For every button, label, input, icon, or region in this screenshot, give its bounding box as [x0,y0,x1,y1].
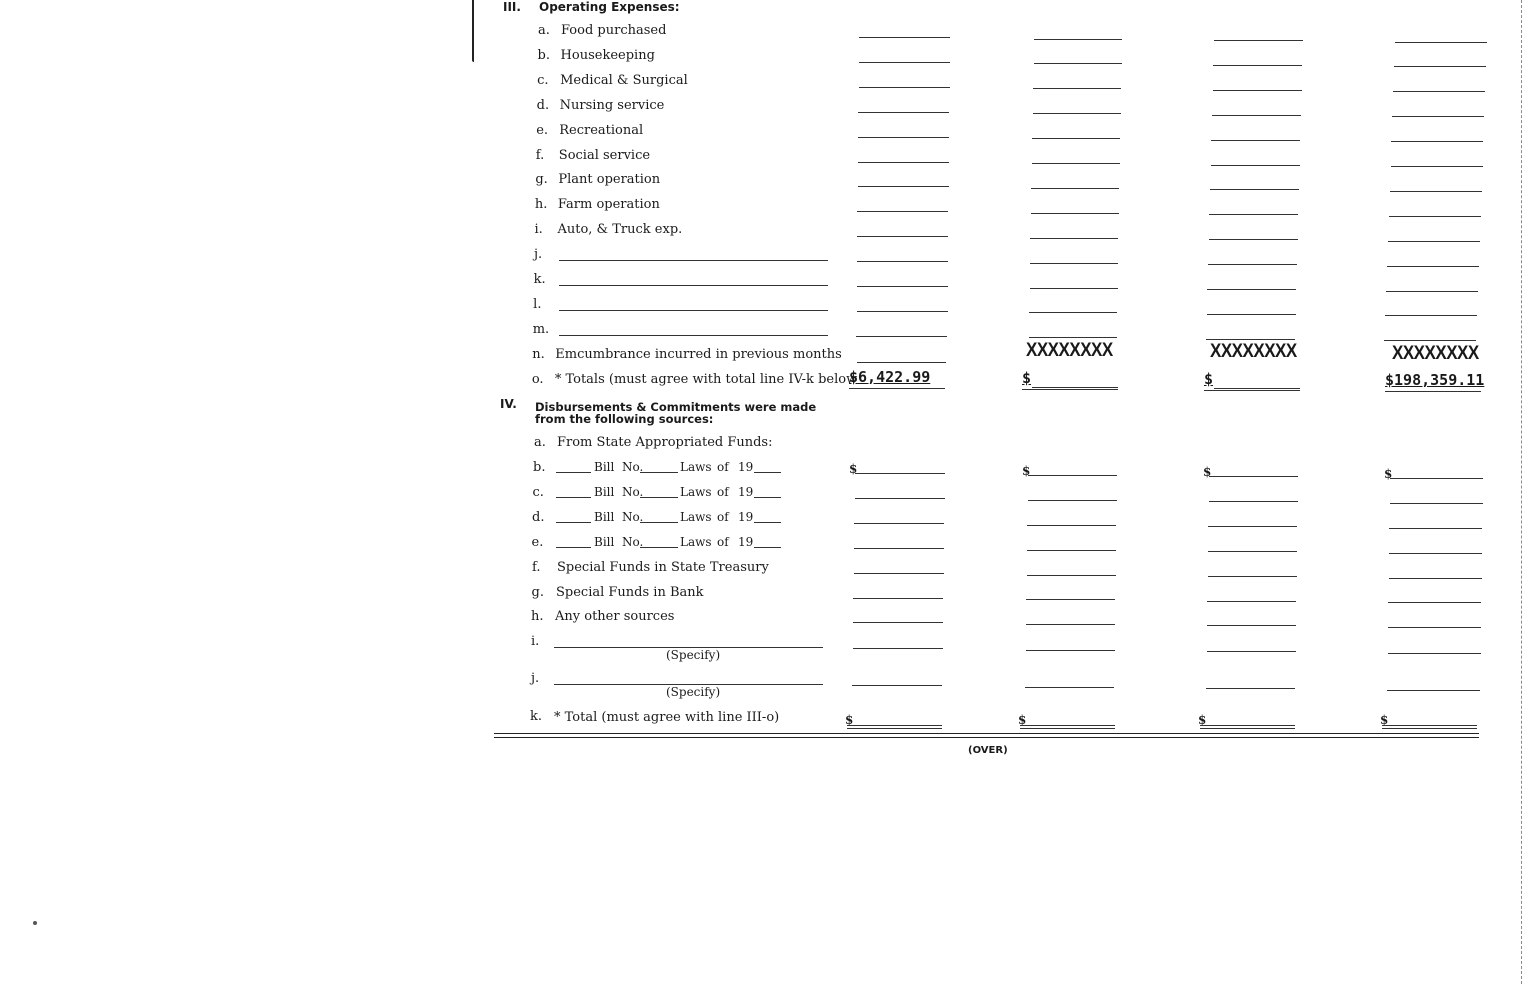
item-letter: h. [534,197,548,213]
amount-blank-line[interactable] [858,137,949,138]
item-text: From State Appropriated Funds: [557,435,773,450]
amount-blank-line[interactable] [1394,66,1486,67]
amount-blank-line[interactable] [859,62,950,63]
item-letter: e. [531,535,544,550]
amount-blank-line[interactable] [1388,653,1481,654]
amount-blank-line[interactable] [857,286,948,287]
total-k-underline [1382,728,1477,729]
of-label: of [717,510,729,524]
item-text: Nursing service [559,97,665,113]
item-letter: i. [534,222,543,238]
amount-blank-line[interactable] [1027,575,1116,576]
item-letter: h. [531,609,544,624]
item-text: Special Funds in State Treasury [557,560,769,575]
dollar-sign: $ [1380,713,1389,727]
scan-edge-right [1521,0,1522,984]
amount-blank-line[interactable] [855,498,945,499]
amount-blank-line[interactable] [858,162,949,163]
year-line[interactable] [754,547,781,548]
amount-blank-line[interactable] [1026,650,1115,651]
amount-blank-line[interactable] [1389,216,1481,217]
total-k-label: * Total (must agree with line III-o) [554,710,780,725]
item-letter: l. [533,296,542,312]
amount-blank-line[interactable] [1388,627,1481,628]
total-k-underline [1200,728,1295,729]
bill-label: Bill [594,460,615,474]
no-number-line[interactable] [640,497,678,498]
crossed-out-cell: XXXXXXXX [1210,339,1297,362]
item-letter: c. [537,72,549,88]
item-write-in-line[interactable] [559,335,828,336]
laws-label: Laws [680,510,712,524]
item-letter: n. [532,346,545,362]
amount-blank-line[interactable] [853,622,943,623]
item-letter: c. [532,485,544,500]
total-underline [1022,389,1118,390]
amount-blank-line[interactable] [1034,39,1122,40]
item-text: Any other sources [555,609,675,624]
total-blank-line[interactable] [1214,388,1300,389]
amount-blank-line[interactable] [1030,263,1118,264]
amount-blank-line[interactable] [1211,140,1300,141]
amount-blank-line[interactable] [1209,501,1298,502]
no-label: No. [622,460,644,474]
total-k-blank-line[interactable] [1200,725,1295,726]
amount-blank-line[interactable] [1207,625,1296,626]
amount-blank-line[interactable] [1392,116,1484,117]
item-text: Emcumbrance incurred in previous months [555,346,842,362]
item-text: Housekeeping [560,47,655,63]
amount-blank-line[interactable] [854,573,944,574]
bottom-double-rule [494,737,1479,738]
amount-blank-line[interactable] [1028,475,1117,476]
bill-number-line[interactable] [556,547,591,548]
amount-blank-line[interactable] [1033,88,1121,89]
over-label: (OVER) [968,745,1008,756]
item-text: Farm operation [557,197,660,213]
total-k-blank-line[interactable] [847,725,942,726]
amount-blank-line[interactable] [852,685,942,686]
specify-caption: (Specify) [666,648,721,662]
amount-blank-line[interactable] [1385,315,1477,316]
year-line[interactable] [754,522,781,523]
amount-blank-line[interactable] [1032,138,1120,139]
amount-blank-line[interactable] [1210,189,1299,190]
amount-blank-line[interactable] [857,362,946,363]
amount-blank-line[interactable] [1027,525,1116,526]
section-4-title-line2: from the following sources: [535,412,714,426]
amount-blank-line[interactable] [853,598,943,599]
amount-blank-line[interactable] [857,261,948,262]
amount-blank-line[interactable] [1027,550,1116,551]
item-letter: a. [534,435,546,450]
total-amount[interactable]: $ [1022,368,1032,387]
amount-blank-line[interactable] [1387,266,1479,267]
item-letter: i. [531,634,540,649]
year-label: 19 [738,510,754,524]
amount-blank-line[interactable] [1391,141,1483,142]
amount-blank-line[interactable] [1209,239,1298,240]
bill-number-line[interactable] [556,522,591,523]
bottom-double-rule [494,733,1479,734]
amount-blank-line[interactable] [853,648,943,649]
dollar-sign: $ [1383,466,1393,481]
amount-blank-line[interactable] [1389,578,1482,579]
section-3-title: Operating Expenses: [539,0,680,14]
item-text: Special Funds in Bank [556,584,704,600]
item-letter: f. [535,147,545,163]
item-write-in-line[interactable] [559,285,828,286]
amount-blank-line[interactable] [1032,163,1120,164]
amount-blank-line[interactable] [1209,476,1298,477]
amount-blank-line[interactable] [857,236,948,237]
laws-label: Laws [680,485,712,499]
specify-caption: (Specify) [666,685,721,699]
no-label: No. [622,485,644,499]
amount-blank-line[interactable] [1393,91,1485,92]
amount-blank-line[interactable] [1208,551,1297,552]
total-amount[interactable]: $198,359.11 [1385,371,1485,390]
amount-blank-line[interactable] [1031,213,1119,214]
amount-blank-line[interactable] [854,548,944,549]
item-letter: d. [536,97,550,113]
dollar-sign: $ [1202,465,1212,480]
amount-blank-line[interactable] [1389,528,1482,529]
item-letter: o. [531,371,544,387]
amount-blank-line[interactable] [1390,191,1482,192]
amount-blank-line[interactable] [1388,602,1481,603]
item-write-in-line[interactable] [559,260,828,261]
amount-blank-line[interactable] [1207,601,1296,602]
bill-label: Bill [594,535,615,549]
laws-label: Laws [680,535,712,549]
no-number-line[interactable] [640,472,678,473]
bill-label: Bill [594,485,615,499]
no-number-line[interactable] [640,547,678,548]
amount-blank-line[interactable] [1030,238,1118,239]
total-underline [849,388,945,389]
amount-blank-line[interactable] [1208,526,1297,527]
total-blank-line[interactable] [1032,387,1118,388]
amount-blank-line[interactable] [1206,688,1295,689]
dollar-sign: $ [845,713,854,727]
amount-blank-line[interactable] [1390,503,1483,504]
of-label: of [717,485,729,499]
dollar-sign: $ [848,462,858,476]
amount-blank-line[interactable] [858,186,949,187]
section-3-label: III. [503,0,521,14]
dollar-sign: $ [1021,463,1031,478]
amount-blank-line[interactable] [856,336,947,337]
year-label: 19 [738,460,754,474]
bill-number-line[interactable] [556,472,591,473]
item-letter: e. [536,122,549,138]
amount-blank-line[interactable] [1207,314,1296,315]
amount-blank-line[interactable] [854,523,944,524]
amount-blank-line[interactable] [857,211,948,212]
total-k-underline [847,728,942,729]
item-letter: f. [532,560,541,575]
crossed-out-cell: XXXXXXXX [1026,338,1113,361]
amount-blank-line[interactable] [858,112,949,113]
bill-number-line[interactable] [556,497,591,498]
item-write-in-line[interactable] [559,310,828,311]
of-label: of [717,460,729,474]
amount-blank-line[interactable] [1207,651,1296,652]
item-letter: b. [537,47,551,63]
item-text: Medical & Surgical [560,72,688,88]
amount-blank-line[interactable] [1034,63,1122,64]
amount-blank-line[interactable] [1026,599,1115,600]
year-line[interactable] [754,497,781,498]
item-text: Social service [558,147,651,163]
scan-edge-left [472,0,474,62]
amount-blank-line[interactable] [857,311,948,312]
year-label: 19 [738,535,754,549]
amount-blank-line[interactable] [1387,690,1480,691]
total-k-blank-line[interactable] [1020,725,1115,726]
amount-blank-line[interactable] [1209,214,1298,215]
amount-blank-line[interactable] [859,37,950,38]
scan-speck [33,921,37,925]
year-label: 19 [738,485,754,499]
amount-blank-line[interactable] [1208,576,1297,577]
item-text: * Totals (must agree with total line IV-k below [554,371,858,387]
total-amount[interactable]: $ [1204,370,1214,388]
total-underline [1204,390,1300,391]
amount-blank-line[interactable] [1208,264,1297,265]
item-text: Food purchased [561,23,667,38]
amount-blank-line[interactable] [1389,553,1482,554]
amount-blank-line[interactable] [1213,90,1302,91]
item-text: Plant operation [558,172,661,188]
of-label: of [717,535,729,549]
amount-blank-line[interactable] [1395,42,1487,43]
total-k-blank-line[interactable] [1382,725,1477,726]
amount-blank-line[interactable] [1390,478,1483,479]
no-number-line[interactable] [640,522,678,523]
amount-blank-line[interactable] [1211,165,1300,166]
total-k-underline [1020,728,1115,729]
dollar-sign: $ [1198,713,1207,727]
item-letter: k. [530,709,543,724]
item-letter: g. [535,172,548,188]
year-line[interactable] [754,472,781,473]
item-letter: j. [531,671,540,686]
amount-blank-line[interactable] [855,473,945,474]
amount-blank-line[interactable] [1030,288,1118,289]
amount-blank-line[interactable] [1026,624,1115,625]
item-text: Recreational [559,122,644,138]
amount-blank-line[interactable] [1391,166,1483,167]
section-4-title-line1: Disbursements & Commitments were made [535,400,817,414]
bill-label: Bill [594,510,615,524]
item-letter: k. [533,272,546,287]
amount-blank-line[interactable] [1386,291,1478,292]
amount-blank-line[interactable] [1033,113,1121,114]
total-underline [1385,391,1481,392]
item-letter: g. [531,584,544,600]
no-label: No. [622,535,644,549]
item-letter: b. [533,460,546,475]
laws-label: Laws [680,460,712,474]
amount-blank-line[interactable] [1207,289,1296,290]
section-4-label: IV. [500,397,517,411]
amount-blank-line[interactable] [1025,687,1114,688]
amount-blank-line[interactable] [1214,40,1303,41]
no-label: No. [622,510,644,524]
dollar-sign: $ [1018,713,1027,727]
item-letter: a. [538,23,550,38]
item-letter: j. [534,247,543,263]
item-text: Auto, & Truck exp. [557,222,683,238]
crossed-out-cell: XXXXXXXX [1392,341,1479,364]
total-amount[interactable]: $6,422.99 [849,367,931,386]
item-letter: d. [532,510,545,525]
amount-blank-line[interactable] [1028,500,1117,501]
amount-blank-line[interactable] [1029,312,1117,313]
amount-blank-line[interactable] [859,87,950,88]
amount-blank-line[interactable] [1213,65,1302,66]
item-letter: m. [532,321,550,337]
amount-blank-line[interactable] [1212,115,1301,116]
amount-blank-line[interactable] [1388,241,1480,242]
amount-blank-line[interactable] [1031,188,1119,189]
